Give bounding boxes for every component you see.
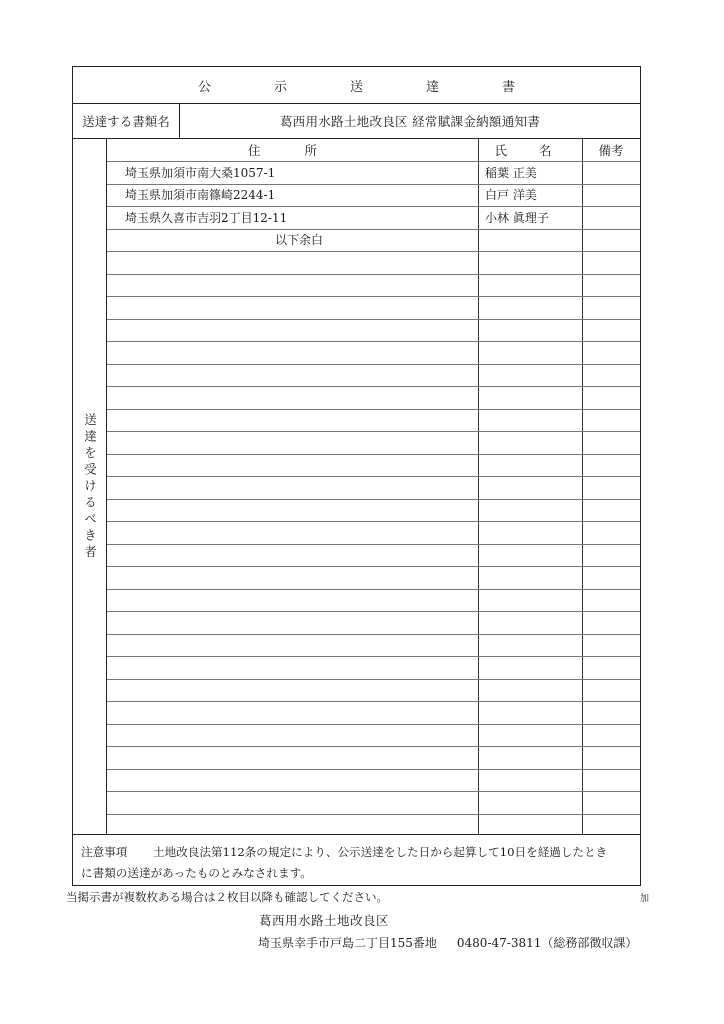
public-notice-form bbox=[72, 66, 641, 886]
table-row-line bbox=[107, 521, 640, 522]
table-row-line bbox=[107, 679, 640, 680]
title-char: 示 bbox=[273, 79, 287, 95]
header-remarks: 備考 bbox=[598, 143, 624, 158]
issuer-contact bbox=[258, 934, 637, 951]
table-row-line bbox=[107, 184, 640, 185]
table-row-line bbox=[107, 814, 640, 815]
table-row-line bbox=[107, 206, 640, 207]
table-row-line bbox=[107, 566, 640, 567]
recipient-address: 埼玉県久喜市吉羽2丁目12-11 bbox=[125, 210, 288, 225]
table-row-line bbox=[107, 724, 640, 725]
multi-page-note: 当掲示書が複数枚ある場合は２枚目以降も確認してください。 bbox=[66, 890, 388, 904]
table-header bbox=[107, 139, 640, 161]
issuer-name: 葛西用水路土地改良区 bbox=[259, 913, 390, 928]
title-char: 公 bbox=[197, 79, 211, 95]
issuer-phone: 0480-47-3811（総務部徴収課） bbox=[456, 936, 638, 950]
header-name: 氏 名 bbox=[494, 143, 566, 158]
table-row-line bbox=[107, 769, 640, 770]
table-row-line bbox=[107, 499, 640, 500]
recipients-table bbox=[107, 139, 640, 835]
table-row-line bbox=[107, 746, 640, 747]
table-row-line bbox=[107, 296, 640, 297]
column-divider bbox=[478, 139, 479, 835]
table-row-line bbox=[107, 544, 640, 545]
notice-label: 注意事項 bbox=[81, 845, 128, 859]
table-row-line bbox=[107, 656, 640, 657]
table-row-line bbox=[107, 589, 640, 590]
notice-box bbox=[73, 835, 640, 885]
table-row-line bbox=[107, 341, 640, 342]
table-row-line bbox=[107, 634, 640, 635]
table-row-line bbox=[107, 229, 640, 230]
table-row-line bbox=[107, 454, 640, 455]
form-title bbox=[73, 67, 640, 103]
recipient-address: 埼玉県加須市南大桑1057-1 bbox=[125, 165, 276, 180]
table-row-line bbox=[107, 701, 640, 702]
table-row-line bbox=[107, 476, 640, 477]
table-row-line bbox=[107, 251, 640, 252]
table-row-line bbox=[107, 791, 640, 792]
notice-text-line1: 土地改良法第112条の規定により、公示送達をした日から起算して10日を経過したとき bbox=[153, 845, 608, 859]
table-row-line bbox=[107, 431, 640, 432]
issuer-address: 埼玉県幸手市戸島二丁目155番地 bbox=[258, 936, 437, 950]
document-type-label: 送達する書類名 bbox=[73, 104, 180, 138]
blank-below-marker: 以下余白 bbox=[275, 233, 324, 247]
page-mark: 加 bbox=[640, 894, 650, 904]
recipient-address: 埼玉県加須市南篠崎2244-1 bbox=[125, 188, 276, 202]
recipient-name: 白戸 洋美 bbox=[485, 188, 537, 202]
title-char: 書 bbox=[501, 79, 515, 95]
recipient-name: 稲葉 正美 bbox=[485, 165, 537, 180]
header-address: 住 所 bbox=[248, 143, 337, 158]
notice-text-line2: に書類の送達があったものとみなされます。 bbox=[81, 866, 312, 880]
recipients-side-label bbox=[73, 139, 107, 835]
table-row-line bbox=[107, 364, 640, 365]
table-row-line bbox=[107, 161, 640, 162]
title-char: 達 bbox=[425, 79, 439, 95]
title-char: 送 bbox=[349, 79, 363, 95]
table-row-line bbox=[107, 386, 640, 387]
table-row-line bbox=[107, 409, 640, 410]
column-divider bbox=[582, 139, 583, 835]
table-row-line bbox=[107, 274, 640, 275]
table-row-line bbox=[107, 611, 640, 612]
document-type-value: 葛西用水路土地改良区 経常賦課金納額通知書 bbox=[279, 114, 541, 129]
recipient-name: 小林 眞理子 bbox=[485, 210, 549, 225]
table-row-line bbox=[107, 319, 640, 320]
recipients-label-text: 送達を受けるべき者 bbox=[82, 412, 98, 562]
